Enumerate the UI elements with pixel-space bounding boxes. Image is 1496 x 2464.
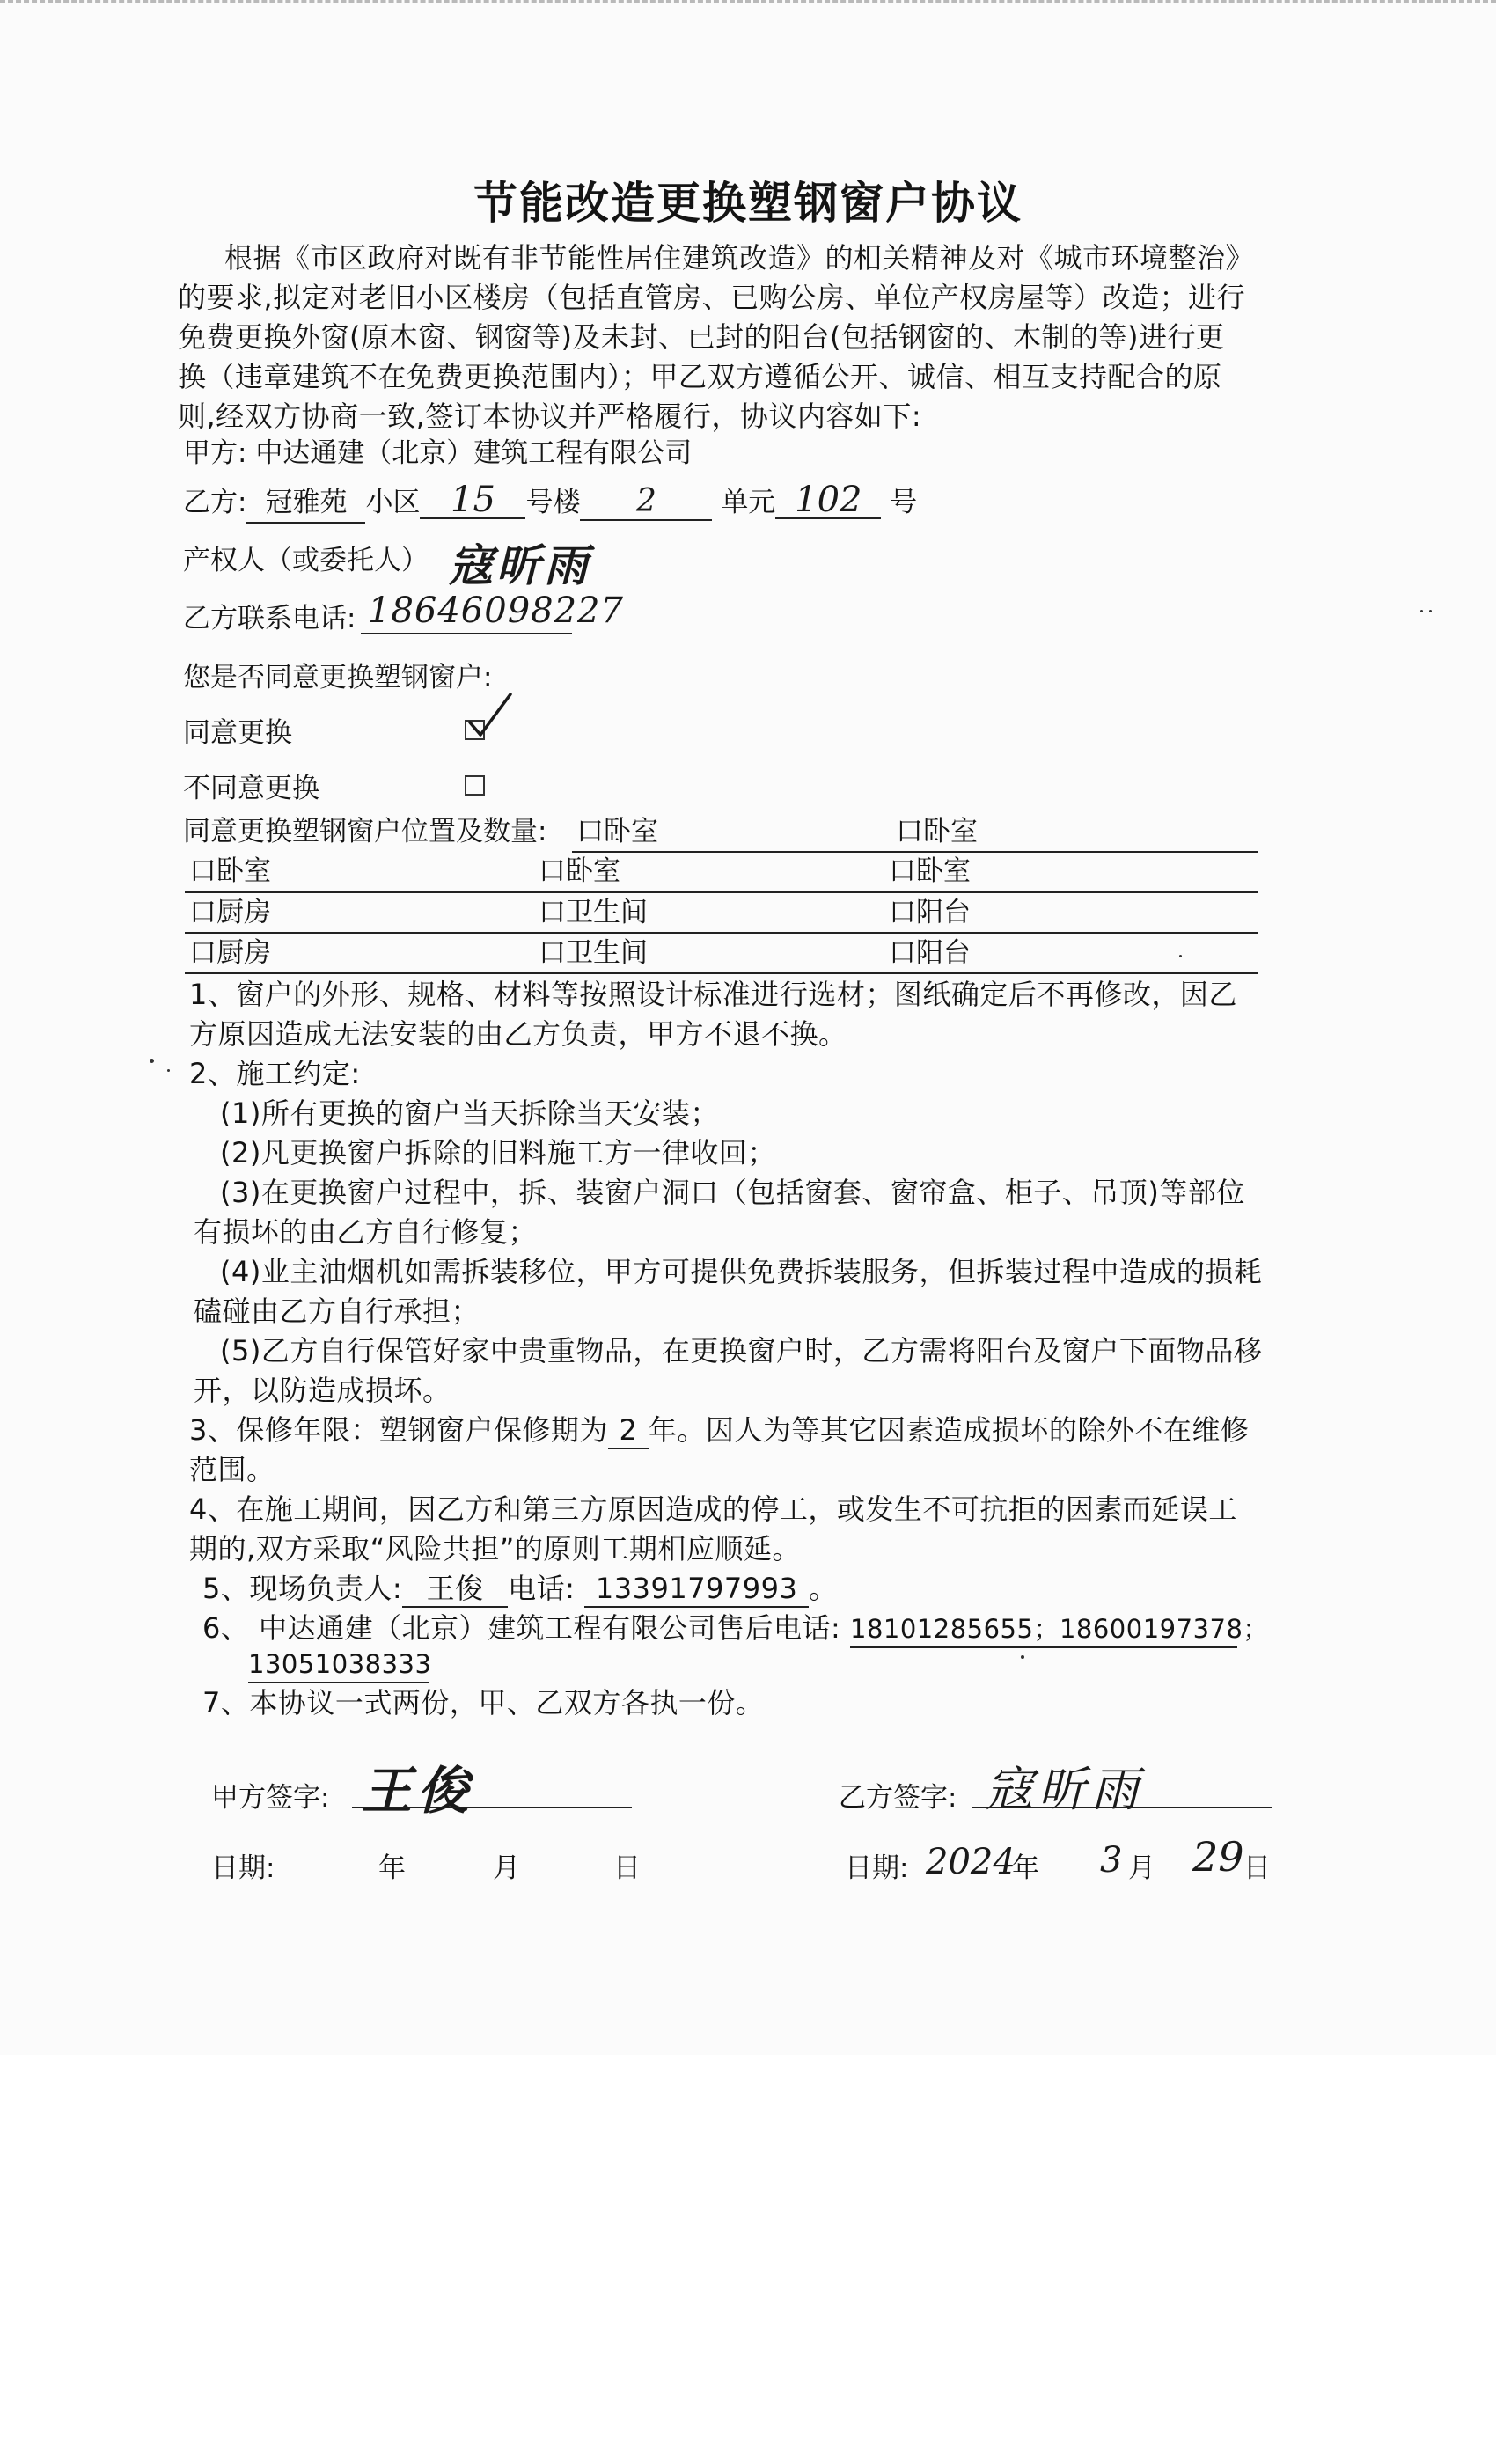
phone-value: 18646098227: [368, 590, 624, 631]
party-b-date-month: 月: [1128, 1852, 1155, 1884]
party-b-label: 乙方:: [183, 487, 247, 518]
positions-rule-3: [185, 932, 1258, 934]
position-box-glyph: 口: [889, 897, 916, 928]
party-a-date-month: 月: [493, 1852, 520, 1884]
clause2-heading: 2、施工约定:: [189, 1057, 361, 1090]
clause2-item3a: (3)在更换窗户过程中，拆、装窗户洞口（包括窗套、窗帘盒、柜子、吊顶)等部位: [220, 1176, 1245, 1209]
phone-label: 乙方联系电话:: [183, 603, 356, 634]
intro-line-1: 根据《市区政府对既有非节能性居住建筑改造》的相关精神及对《城市环境整治》: [224, 241, 1255, 275]
position-r2-c3: 口卧室: [889, 855, 971, 887]
party-a-sign-label: 甲方签字:: [211, 1782, 330, 1814]
position-box-glyph: 口: [189, 855, 216, 887]
clause1-line1: 1、窗户的外形、规格、材料等按照设计标准进行选材；图纸确定后不再修改，因乙: [189, 978, 1237, 1011]
disagree-checkbox[interactable]: [465, 775, 485, 796]
phone-underline: [361, 633, 572, 634]
position-box-glyph: 口: [189, 937, 216, 969]
clause2-item3b: 有损坏的由乙方自行修复；: [194, 1215, 538, 1249]
position-r1-c2: 口卧室: [896, 816, 978, 847]
position-r3-c1: 口厨房: [189, 897, 271, 928]
intro-line-4: 换（违章建筑不在免费更换范围内）；甲乙双方遵循公开、诚信、相互支持配合的原: [178, 360, 1222, 393]
clause2-item4b: 磕碰由乙方自行承担；: [194, 1294, 480, 1328]
position-box-glyph: 口: [539, 897, 566, 928]
position-box-glyph: 口: [539, 937, 566, 969]
party-b-date-day-value: 29: [1192, 1833, 1244, 1881]
intro-line-5: 则,经双方协商一致,签订本协议并严格履行，协议内容如下:: [178, 400, 922, 433]
party-b-date-year-value: 2024: [926, 1842, 1016, 1882]
position-r3-c3: 口阳台: [889, 897, 971, 928]
room-field: 102: [775, 482, 881, 519]
scan-speck: [1420, 610, 1423, 612]
position-r2-c2: 口卧室: [539, 855, 620, 887]
position-box-glyph: 口: [539, 855, 566, 887]
intro-line-3: 免费更换外窗(原木窗、钢窗等)及未封、已封的阳台(包括钢窗的、木制的等)进行更: [178, 320, 1225, 354]
clause2-item4a: (4)业主油烟机如需拆装移位，甲方可提供免费拆装服务，但拆装过程中造成的损耗: [220, 1255, 1263, 1288]
check-mark-icon: [465, 689, 517, 742]
clause2-item1: (1)所有更换的窗户当天拆除当天安装；: [220, 1096, 719, 1130]
clause2-item5b: 开，以防造成损坏。: [194, 1374, 451, 1407]
community-field: 冠雅苑: [246, 483, 365, 524]
disagree-label: 不同意更换: [183, 773, 319, 804]
scan-speck: [150, 1059, 154, 1063]
party-b-sign-line: [972, 1807, 1272, 1808]
unit-suffix: 单元: [721, 487, 776, 518]
position-r4-c1: 口厨房: [189, 937, 271, 969]
position-box-glyph: 口: [189, 897, 216, 928]
party-b-row: [183, 482, 917, 524]
intro-line-2: 的要求,拟定对老旧小区楼房（包括直管房、已购公房、单位产权房屋等）改造；进行: [178, 281, 1246, 314]
after-sales-phone-3: 13051038333: [248, 1646, 429, 1683]
unit-field: 2: [580, 484, 712, 521]
clause6-line2: [248, 1644, 432, 1683]
positions-label: 同意更换塑钢窗户位置及数量:: [183, 816, 547, 847]
owner-signature: 寇昕雨: [449, 539, 591, 591]
site-manager-phone: 13391797993: [584, 1571, 809, 1608]
positions-rule-2: [185, 891, 1258, 893]
agree-label: 同意更换: [183, 717, 292, 749]
document-title: 节能改造更换塑钢窗户协议: [473, 177, 1023, 229]
building-field: 15: [420, 482, 525, 519]
site-manager-field: 王俊: [402, 1571, 508, 1608]
party-b-date-day: 日: [1243, 1852, 1271, 1884]
clause4-line1: 4、在施工期间，因乙方和第三方原因造成的停工，或发生不可抗拒的因素而延误工: [189, 1492, 1237, 1526]
clause4-line2: 期的,双方采取“风险共担”的原则工期相应顺延。: [189, 1532, 801, 1566]
building-suffix: 号楼: [525, 487, 581, 518]
position-box-glyph: 口: [889, 937, 916, 969]
scan-speck: [1179, 955, 1182, 957]
warranty-years: 2: [608, 1412, 649, 1449]
party-b-date-label: 日期:: [845, 1852, 909, 1884]
position-box-glyph: 口: [896, 816, 923, 847]
party-a-date-label: 日期:: [211, 1852, 275, 1884]
room-suffix: 号: [890, 487, 918, 518]
position-r1-c1: 口卧室: [576, 816, 658, 847]
clause3-line2: 范围。: [189, 1453, 275, 1486]
scan-speck: [1429, 610, 1432, 612]
party-b-date-year: 年: [1012, 1852, 1039, 1884]
consent-question: 您是否同意更换塑钢窗户:: [183, 662, 493, 693]
party-b-date-month-value: 3: [1100, 1840, 1123, 1881]
clause5-line: 5、现场负责人: 王俊 电话: 13391797993 。: [202, 1569, 838, 1609]
party-a-date-year: 年: [378, 1852, 406, 1884]
community-suffix: 小区: [365, 487, 421, 518]
position-r2-c1: 口卧室: [189, 855, 271, 887]
position-r4-c2: 口卫生间: [539, 937, 648, 969]
after-sales-phones: 18101285655；18600197378；: [850, 1611, 1237, 1648]
owner-label: 产权人（或委托人）: [183, 545, 429, 576]
position-box-glyph: 口: [576, 816, 604, 847]
clause3-line1: 3、保修年限：塑钢窗户保修期为 2 年。因人为等其它因素造成损坏的除外不在维修: [189, 1411, 1249, 1450]
party-a-date-day: 日: [613, 1852, 641, 1884]
party-a-sign-line: [352, 1807, 632, 1808]
party-a-name: 中达通建（北京）建筑工程有限公司: [255, 437, 693, 469]
party-a-label: 甲方:: [183, 437, 247, 469]
clause2-item2: (2)凡更换窗户拆除的旧料施工方一律收回；: [220, 1136, 776, 1170]
position-box-glyph: 口: [889, 855, 916, 887]
position-r4-c3: 口阳台: [889, 937, 971, 969]
party-b-sign-label: 乙方签字:: [839, 1782, 957, 1814]
position-r3-c2: 口卫生间: [539, 897, 648, 928]
party-a-signature: 王俊: [361, 1761, 474, 1821]
clause7-line: 7、本协议一式两份，甲、乙双方各执一份。: [202, 1686, 765, 1720]
clause2-item5a: (5)乙方自行保管好家中贵重物品，在更换窗户时，乙方需将阳台及窗户下面物品移: [220, 1334, 1263, 1368]
positions-rule-4: [185, 972, 1258, 974]
clause1-line2: 方原因造成无法安装的由乙方负责，甲方不退不换。: [189, 1017, 847, 1051]
scan-speck: [1021, 1655, 1024, 1659]
party-b-signature: 寇昕雨: [986, 1762, 1144, 1817]
clause6-line1: 6、 中达通建（北京）建筑工程有限公司售后电话: 18101285655；18600197378；: [202, 1609, 1237, 1648]
party-a-row: [183, 434, 692, 473]
scan-speck: [167, 1069, 170, 1072]
